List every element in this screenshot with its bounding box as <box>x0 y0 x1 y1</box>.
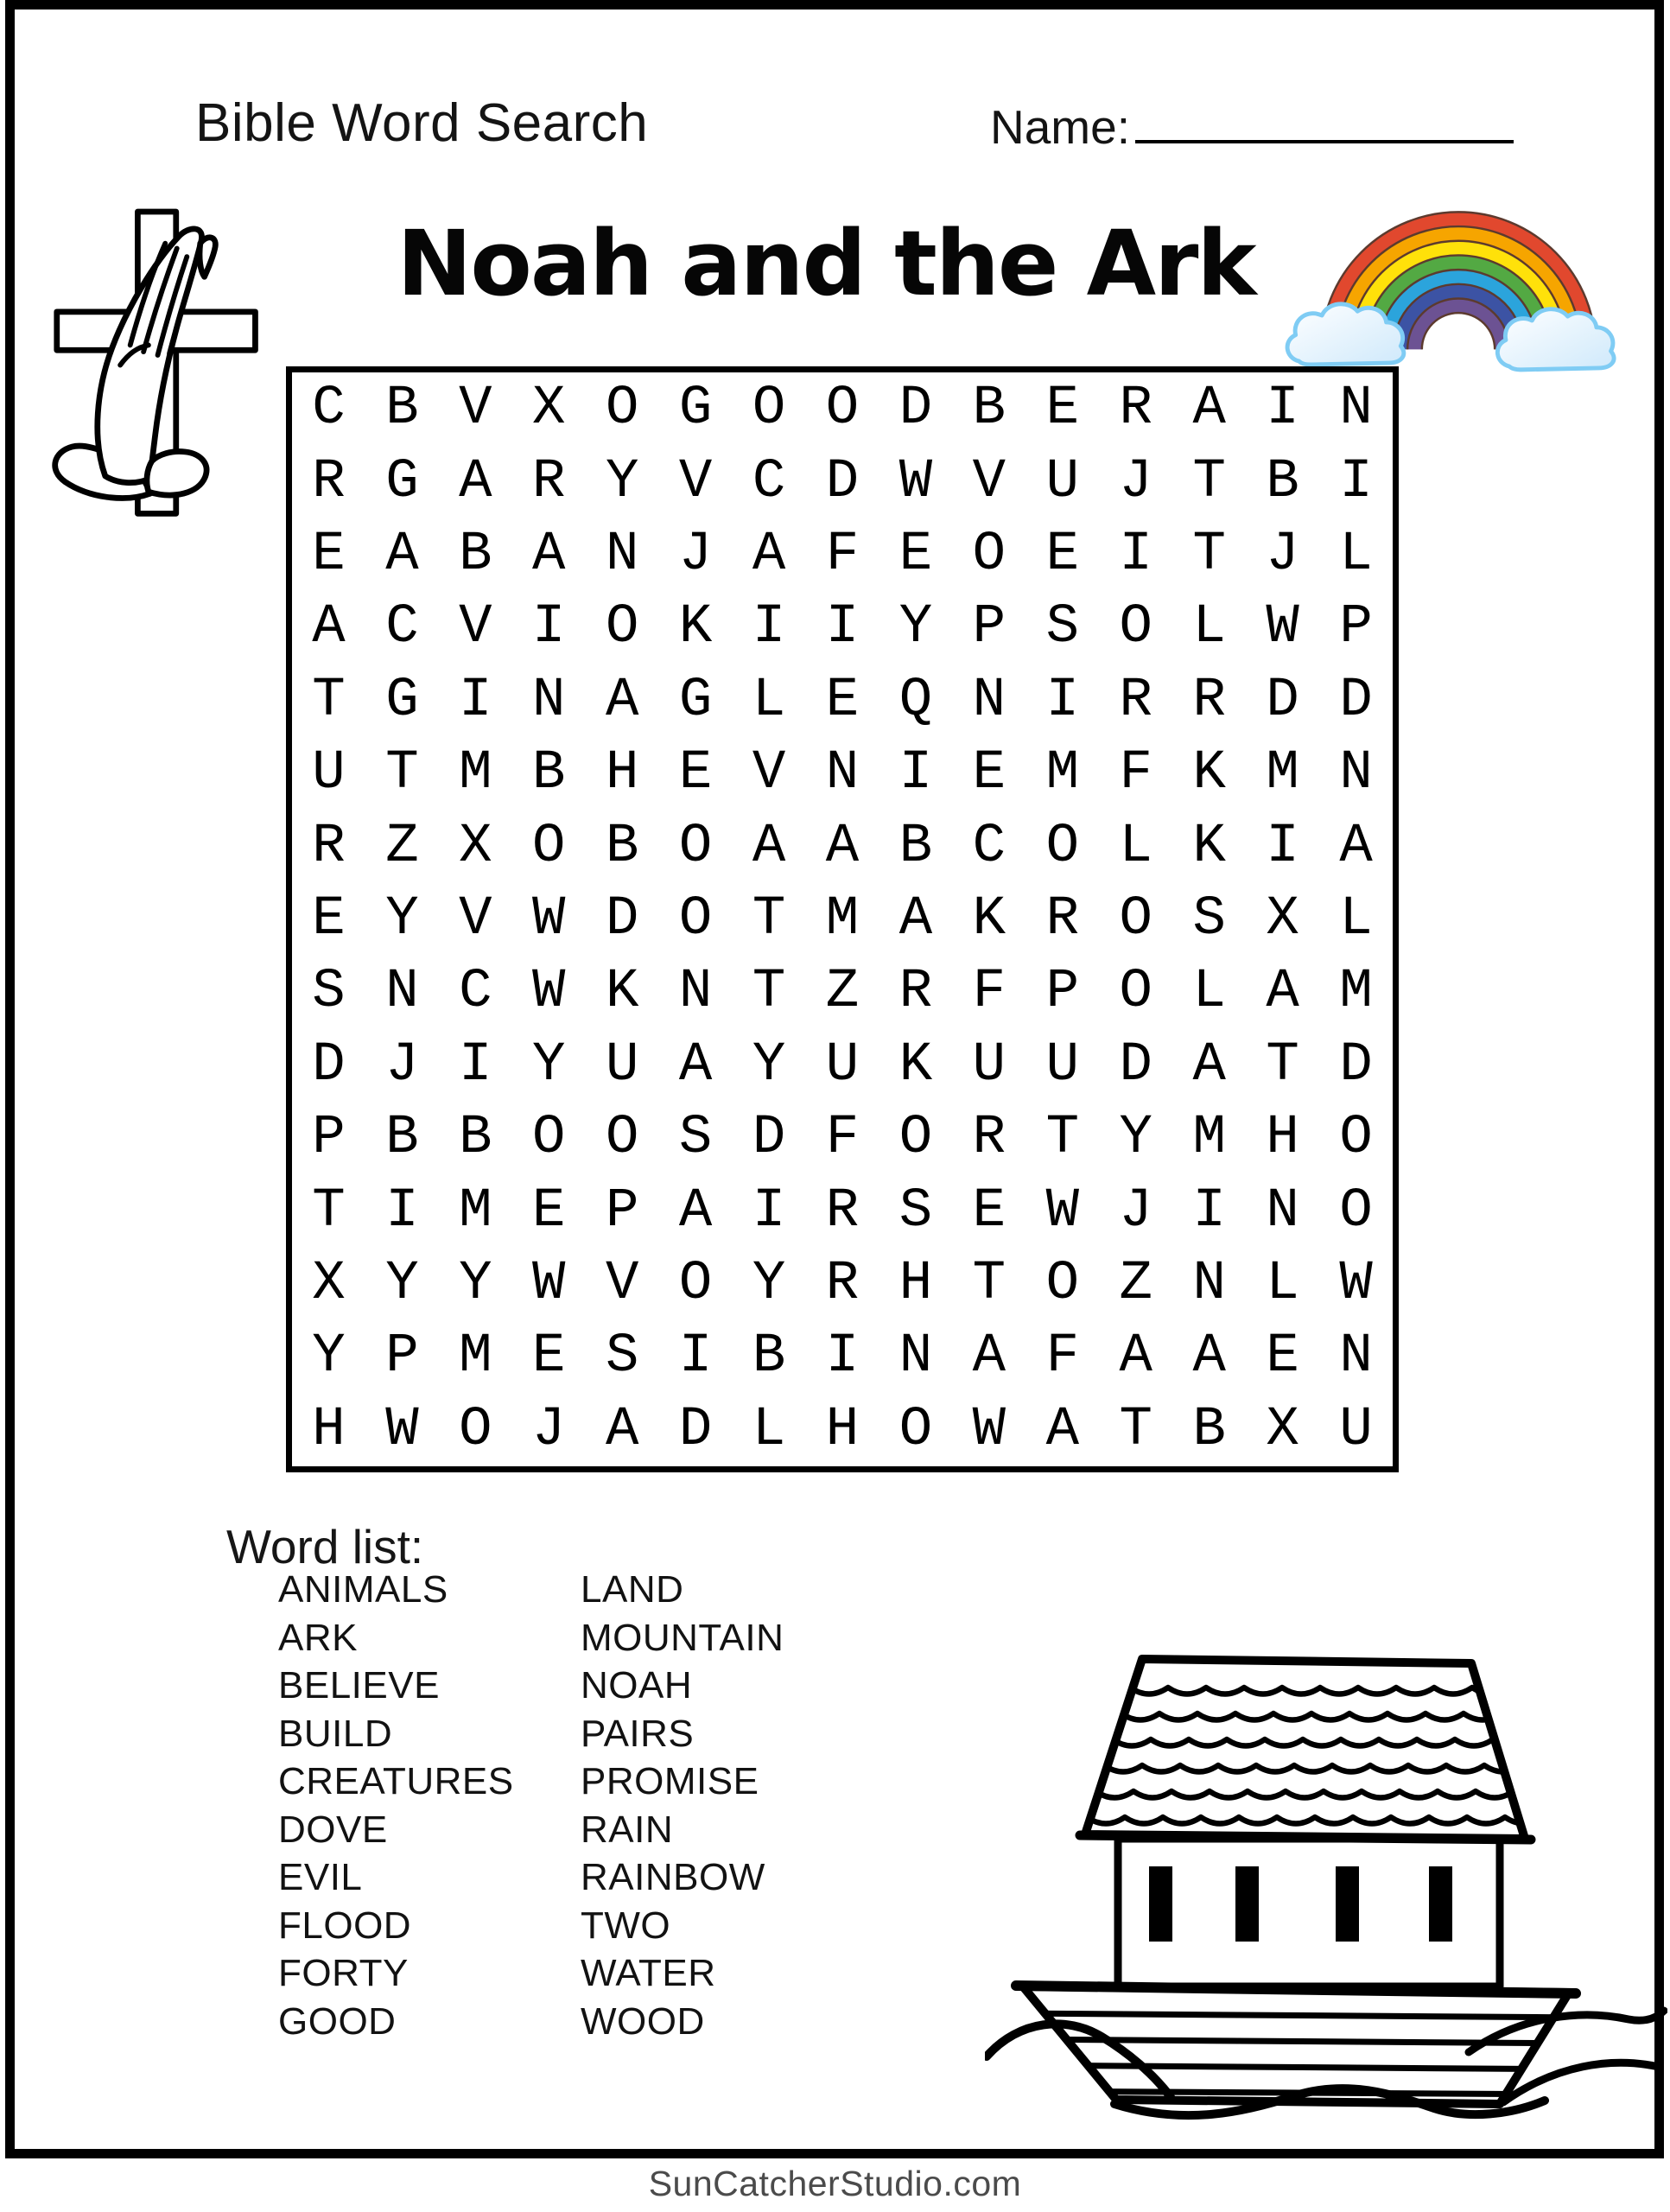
grid-cell[interactable]: A <box>1192 378 1226 441</box>
footer-site: SunCatcherStudio.com <box>648 2164 1022 2203</box>
grid-cell[interactable]: O <box>459 1398 492 1461</box>
grid-cell[interactable]: J <box>1119 1179 1152 1243</box>
grid-cell[interactable]: O <box>752 378 786 441</box>
grid-cell[interactable]: T <box>1266 1033 1299 1096</box>
word-list-heading: Word list: <box>226 1520 424 1573</box>
grid-cell[interactable]: A <box>1119 1325 1152 1389</box>
grid-cell[interactable]: D <box>825 450 860 513</box>
word-list-item: LAND <box>581 1568 684 1611</box>
grid-cell[interactable]: W <box>898 450 933 513</box>
rainbow-clouds-icon <box>1280 173 1636 377</box>
grid-cell[interactable]: O <box>1339 1107 1373 1170</box>
grid-cell[interactable]: U <box>825 1033 860 1096</box>
grid-cell[interactable]: A <box>972 1325 1006 1389</box>
grid-cell[interactable]: Y <box>605 450 639 513</box>
grid-cell[interactable]: A <box>898 887 933 950</box>
word-list-item: EVIL <box>278 1856 363 1898</box>
grid-cell[interactable]: O <box>605 378 639 441</box>
grid-cell[interactable]: D <box>752 1107 786 1170</box>
grid-cell[interactable]: T <box>972 1252 1006 1315</box>
grid-cell[interactable]: F <box>825 523 860 586</box>
grid-cell[interactable]: I <box>1266 815 1299 878</box>
ark-window <box>1149 1866 1172 1942</box>
grid-cell[interactable]: E <box>972 1179 1006 1243</box>
word-list-item: BELIEVE <box>278 1664 440 1707</box>
grid-cell[interactable]: O <box>1119 596 1152 659</box>
grid-cell[interactable]: L <box>1266 1252 1299 1315</box>
grid-cell[interactable]: H <box>1266 1107 1299 1170</box>
grid-cell[interactable]: N <box>1192 1252 1226 1315</box>
word-list-item: WOOD <box>581 1999 705 2043</box>
grid-cell[interactable]: R <box>532 450 566 513</box>
name-input-line[interactable] <box>1135 105 1514 143</box>
grid-cell[interactable]: H <box>825 1398 860 1461</box>
grid-cell[interactable]: M <box>459 1325 492 1389</box>
grid-cell[interactable]: O <box>1119 887 1152 950</box>
grid-cell[interactable]: S <box>312 961 346 1024</box>
grid-cell[interactable]: P <box>605 1179 639 1243</box>
grid-cell[interactable]: O <box>1045 815 1079 878</box>
grid-cell[interactable]: Q <box>898 669 933 732</box>
grid-cell[interactable]: O <box>898 1398 933 1461</box>
grid-cell[interactable]: N <box>1339 742 1373 805</box>
grid-cell[interactable]: A <box>752 815 786 878</box>
grid-cell[interactable]: O <box>678 815 713 878</box>
grid-cell[interactable]: O <box>605 1107 639 1170</box>
grid-cell[interactable]: Y <box>459 1252 492 1315</box>
grid-cell[interactable]: P <box>972 596 1006 659</box>
grid-cell[interactable]: E <box>1045 378 1079 441</box>
grid-cell[interactable]: Y <box>532 1033 566 1096</box>
grid-cell[interactable]: G <box>385 669 419 732</box>
grid-cell[interactable]: M <box>1192 1107 1226 1170</box>
grid-cell[interactable]: V <box>678 450 713 513</box>
ark-window <box>1336 1866 1359 1942</box>
grid-cell[interactable]: Y <box>752 1033 786 1096</box>
word-list-item: FORTY <box>278 1952 409 1994</box>
grid-cell[interactable]: W <box>1339 1252 1373 1315</box>
grid-cell[interactable]: K <box>678 596 713 659</box>
grid-cell[interactable]: O <box>1045 1252 1079 1315</box>
grid-cell[interactable]: H <box>898 1252 933 1315</box>
grid-cell[interactable]: I <box>1045 669 1079 732</box>
grid-cell[interactable]: T <box>385 742 419 805</box>
grid-cell[interactable]: U <box>1045 450 1079 513</box>
grid-cell[interactable]: I <box>678 1325 713 1389</box>
grid-cell[interactable]: D <box>1339 669 1373 732</box>
word-list-item: RAINBOW <box>581 1856 765 1898</box>
grid-cell[interactable]: B <box>532 742 566 805</box>
grid-cell[interactable]: Y <box>385 1252 419 1315</box>
grid-cell[interactable]: J <box>532 1398 566 1461</box>
grid-cell[interactable]: X <box>459 815 492 878</box>
grid-cell[interactable]: K <box>972 887 1006 950</box>
grid-cell[interactable]: F <box>972 961 1006 1024</box>
grid-cell[interactable]: B <box>459 523 492 586</box>
grid-cell[interactable]: T <box>312 669 346 732</box>
grid-cell[interactable]: N <box>678 961 713 1024</box>
grid-cell[interactable]: R <box>898 961 933 1024</box>
grid-cell[interactable]: J <box>1266 523 1299 586</box>
grid-cell[interactable]: P <box>312 1107 346 1170</box>
word-list-item: MOUNTAIN <box>581 1616 784 1659</box>
grid-cell[interactable]: W <box>532 961 566 1024</box>
grid-cell[interactable]: F <box>1119 742 1152 805</box>
grid-cell[interactable]: I <box>1192 1179 1226 1243</box>
grid-cell[interactable]: J <box>385 1033 419 1096</box>
grid-cell[interactable]: D <box>605 887 639 950</box>
grid-cell[interactable]: A <box>385 523 419 586</box>
grid-cell[interactable]: Y <box>385 887 419 950</box>
grid-cell[interactable]: A <box>1266 961 1299 1024</box>
word-list-item: WATER <box>581 1952 716 1994</box>
grid-cell[interactable]: B <box>385 378 419 441</box>
grid-cell[interactable]: N <box>1339 378 1373 441</box>
grid-cell[interactable]: S <box>605 1325 639 1389</box>
grid-cell[interactable]: V <box>459 378 492 441</box>
grid-cell[interactable]: M <box>1339 961 1373 1024</box>
word-list-item: FLOOD <box>278 1904 412 1947</box>
grid-cell[interactable]: R <box>312 450 346 513</box>
grid-cell[interactable]: N <box>898 1325 933 1389</box>
grid-cell[interactable]: E <box>312 887 346 950</box>
grid-cell[interactable]: N <box>825 742 860 805</box>
grid-cell[interactable]: I <box>752 596 786 659</box>
grid-cell[interactable]: L <box>1192 596 1226 659</box>
grid-cell[interactable]: C <box>385 596 419 659</box>
grid-cell[interactable]: Y <box>312 1325 346 1389</box>
grid-cell[interactable]: K <box>1192 742 1226 805</box>
grid-cell[interactable]: I <box>532 596 566 659</box>
grid-cell[interactable]: R <box>1192 669 1226 732</box>
grid-cell[interactable]: N <box>972 669 1006 732</box>
grid-cell[interactable]: C <box>972 815 1006 878</box>
grid-cell[interactable]: E <box>898 523 933 586</box>
puzzle-title: Noah and the Ark <box>397 211 1255 316</box>
grid-cell[interactable]: M <box>459 1179 492 1243</box>
grid-cell[interactable]: X <box>1266 1398 1299 1461</box>
grid-cell[interactable]: P <box>385 1325 419 1389</box>
grid-cell[interactable]: C <box>459 961 492 1024</box>
name-label: Name: <box>990 100 1130 154</box>
grid-cell[interactable]: L <box>752 1398 786 1461</box>
grid-cell[interactable]: D <box>1339 1033 1373 1096</box>
grid-cell[interactable]: K <box>1192 815 1226 878</box>
word-list <box>278 1566 900 2045</box>
ark-window <box>1235 1866 1259 1942</box>
grid-cell[interactable]: Y <box>898 596 933 659</box>
grid-cell[interactable]: R <box>972 1107 1006 1170</box>
grid-cell[interactable]: M <box>825 887 860 950</box>
word-list-item: ANIMALS <box>278 1568 448 1611</box>
grid-cell[interactable]: L <box>1339 887 1373 950</box>
grid-cell[interactable]: B <box>1266 450 1299 513</box>
grid-cell[interactable]: I <box>898 742 933 805</box>
grid-cell[interactable]: O <box>605 596 639 659</box>
grid-cell[interactable]: C <box>752 450 786 513</box>
grid-cell[interactable]: A <box>678 1033 713 1096</box>
grid-cell[interactable]: O <box>825 378 860 441</box>
grid-cell[interactable]: O <box>1339 1179 1373 1243</box>
grid-cell[interactable]: S <box>898 1179 933 1243</box>
ark-window <box>1429 1866 1452 1942</box>
grid-cell[interactable]: L <box>1192 961 1226 1024</box>
grid-cell[interactable]: I <box>1339 450 1373 513</box>
grid-cell[interactable]: I <box>1119 523 1152 586</box>
grid-cell[interactable]: A <box>752 523 786 586</box>
word-list-item: PAIRS <box>581 1712 695 1755</box>
grid-cell[interactable]: W <box>1266 596 1299 659</box>
grid-cell[interactable]: V <box>972 450 1006 513</box>
grid-cell[interactable]: N <box>385 961 419 1024</box>
word-list-item: BUILD <box>278 1712 393 1755</box>
grid-cell[interactable]: F <box>825 1107 860 1170</box>
grid-cell[interactable]: O <box>1119 961 1152 1024</box>
grid-cell[interactable]: C <box>312 378 346 441</box>
grid-cell[interactable]: P <box>1339 596 1373 659</box>
grid-cell[interactable]: I <box>1266 378 1299 441</box>
grid-cell[interactable]: N <box>1266 1179 1299 1243</box>
grid-cell[interactable]: G <box>678 378 713 441</box>
grid-cell[interactable]: E <box>972 742 1006 805</box>
grid-cell[interactable]: V <box>752 742 786 805</box>
grid-cell[interactable]: W <box>972 1398 1006 1461</box>
grid-cell[interactable]: L <box>1119 815 1152 878</box>
grid-cell[interactable]: B <box>898 815 933 878</box>
grid-cell[interactable]: L <box>752 669 786 732</box>
grid-cell[interactable]: U <box>605 1033 639 1096</box>
grid-cell[interactable]: N <box>532 669 566 732</box>
grid-cell[interactable]: I <box>459 669 492 732</box>
grid-cell[interactable]: O <box>532 1107 566 1170</box>
grid-cell[interactable]: U <box>1339 1398 1373 1461</box>
grid-cell[interactable]: I <box>752 1179 786 1243</box>
grid-cell[interactable]: H <box>312 1398 346 1461</box>
grid-cell[interactable]: D <box>898 378 933 441</box>
grid-cell[interactable]: Z <box>825 961 860 1024</box>
grid-cell[interactable]: B <box>1192 1398 1226 1461</box>
grid-cell[interactable]: N <box>605 523 639 586</box>
word-list-item: PROMISE <box>581 1760 759 1802</box>
grid-cell[interactable]: I <box>459 1033 492 1096</box>
word-list-item: ARK <box>278 1616 358 1659</box>
grid-cell[interactable]: Z <box>1119 1252 1152 1315</box>
grid-cell[interactable]: W <box>532 1252 566 1315</box>
grid-cell[interactable]: J <box>678 523 713 586</box>
grid-cell[interactable]: A <box>678 1179 713 1243</box>
grid-cell[interactable]: E <box>825 669 860 732</box>
noahs-ark-icon <box>985 1620 1667 2126</box>
word-list-item: DOVE <box>278 1808 388 1851</box>
grid-cell[interactable]: R <box>312 815 346 878</box>
grid-cell[interactable]: A <box>1192 1325 1226 1389</box>
grid-cell[interactable]: R <box>1119 378 1152 441</box>
grid-cell[interactable]: G <box>385 450 419 513</box>
grid-cell[interactable]: P <box>1045 961 1079 1024</box>
grid-cell[interactable]: Y <box>752 1252 786 1315</box>
praying-hands-cross-icon <box>21 188 273 522</box>
grid-cell[interactable]: Y <box>1119 1107 1152 1170</box>
grid-cell[interactable]: R <box>1119 669 1152 732</box>
word-list-column-2 <box>581 1566 883 2045</box>
grid-cell[interactable]: R <box>1045 887 1079 950</box>
grid-cell[interactable]: W <box>1045 1179 1079 1243</box>
grid-cell[interactable]: G <box>678 669 713 732</box>
grid-cell[interactable]: D <box>678 1398 713 1461</box>
grid-cell[interactable]: S <box>678 1107 713 1170</box>
grid-cell[interactable]: H <box>605 742 639 805</box>
grid-cell[interactable]: B <box>385 1107 419 1170</box>
grid-cell[interactable]: O <box>532 815 566 878</box>
grid-cell[interactable]: T <box>1192 523 1226 586</box>
grid-cell[interactable]: D <box>312 1033 346 1096</box>
grid-cell[interactable]: N <box>1339 1325 1373 1389</box>
grid-cell[interactable]: W <box>532 887 566 950</box>
grid-cell[interactable]: A <box>605 1398 639 1461</box>
grid-cell[interactable]: I <box>385 1179 419 1243</box>
grid-cell[interactable]: U <box>972 1033 1006 1096</box>
cloud-right <box>1497 309 1614 370</box>
grid-cell[interactable]: A <box>825 815 860 878</box>
grid-cell[interactable]: I <box>825 1325 860 1389</box>
letter-grid <box>286 366 1399 1472</box>
grid-cell[interactable]: A <box>532 523 566 586</box>
grid-cell[interactable]: E <box>1266 1325 1299 1389</box>
grid-cell[interactable]: R <box>825 1179 860 1243</box>
grid-cell[interactable]: M <box>1045 742 1079 805</box>
grid-cell[interactable]: S <box>1045 596 1079 659</box>
grid-cell[interactable]: E <box>532 1179 566 1243</box>
grid-cell[interactable]: A <box>1045 1398 1079 1461</box>
grid-cell[interactable]: J <box>1119 450 1152 513</box>
word-list-item: TWO <box>581 1904 671 1947</box>
grid-cell[interactable]: O <box>898 1107 933 1170</box>
grid-cell[interactable]: F <box>1045 1325 1079 1389</box>
grid-cell[interactable]: A <box>312 596 346 659</box>
grid-cell[interactable]: U <box>312 742 346 805</box>
grid-cell[interactable]: O <box>678 1252 713 1315</box>
grid-cell[interactable]: T <box>1045 1107 1079 1170</box>
grid-cell[interactable]: L <box>1339 523 1373 586</box>
grid-cell[interactable]: A <box>605 669 639 732</box>
grid-cell[interactable]: K <box>898 1033 933 1096</box>
grid-cell[interactable]: A <box>1339 815 1373 878</box>
grid-cell[interactable]: D <box>1119 1033 1152 1096</box>
grid-cell[interactable]: T <box>312 1179 346 1243</box>
word-list-item: NOAH <box>581 1664 693 1707</box>
grid-cell[interactable]: Z <box>385 815 419 878</box>
grid-cell[interactable]: B <box>972 378 1006 441</box>
grid-cell[interactable]: T <box>752 961 786 1024</box>
grid-cell[interactable]: V <box>459 887 492 950</box>
grid-cell[interactable]: X <box>312 1252 346 1315</box>
word-list-item: GOOD <box>278 1999 397 2043</box>
grid-cell[interactable]: A <box>459 450 492 513</box>
grid-cell[interactable]: K <box>605 961 639 1024</box>
grid-cell[interactable]: E <box>532 1325 566 1389</box>
grid-cell[interactable]: O <box>972 523 1006 586</box>
grid-cell[interactable]: T <box>1119 1398 1152 1461</box>
grid-cell[interactable]: D <box>1266 669 1299 732</box>
grid-cell[interactable]: U <box>1045 1033 1079 1096</box>
grid-cell[interactable]: X <box>532 378 566 441</box>
word-list-item: CREATURES <box>278 1760 514 1802</box>
grid-cell[interactable]: E <box>312 523 346 586</box>
grid-cell[interactable]: A <box>1192 1033 1226 1096</box>
grid-cell[interactable]: B <box>752 1325 786 1389</box>
grid-cell[interactable]: I <box>825 596 860 659</box>
grid-cell[interactable]: X <box>1266 887 1299 950</box>
name-area <box>990 100 1514 154</box>
grid-cell[interactable]: V <box>459 596 492 659</box>
grid-cell[interactable]: V <box>605 1252 639 1315</box>
grid-cell[interactable]: M <box>1266 742 1299 805</box>
grid-cell[interactable]: R <box>825 1252 860 1315</box>
word-list-column-1 <box>278 1566 581 2045</box>
grid-cell[interactable]: T <box>752 887 786 950</box>
grid-cell[interactable]: B <box>605 815 639 878</box>
grid-cell[interactable]: T <box>1192 450 1226 513</box>
grid-cell[interactable]: S <box>1192 887 1226 950</box>
grid-cell[interactable]: E <box>1045 523 1079 586</box>
grid-cell[interactable]: E <box>678 742 713 805</box>
grid-cell[interactable]: M <box>459 742 492 805</box>
grid-cell[interactable]: W <box>385 1398 419 1461</box>
grid-cell[interactable]: O <box>678 887 713 950</box>
page-title: Bible Word Search <box>195 93 649 153</box>
grid-cell[interactable]: B <box>459 1107 492 1170</box>
word-list-item: RAIN <box>581 1808 674 1851</box>
